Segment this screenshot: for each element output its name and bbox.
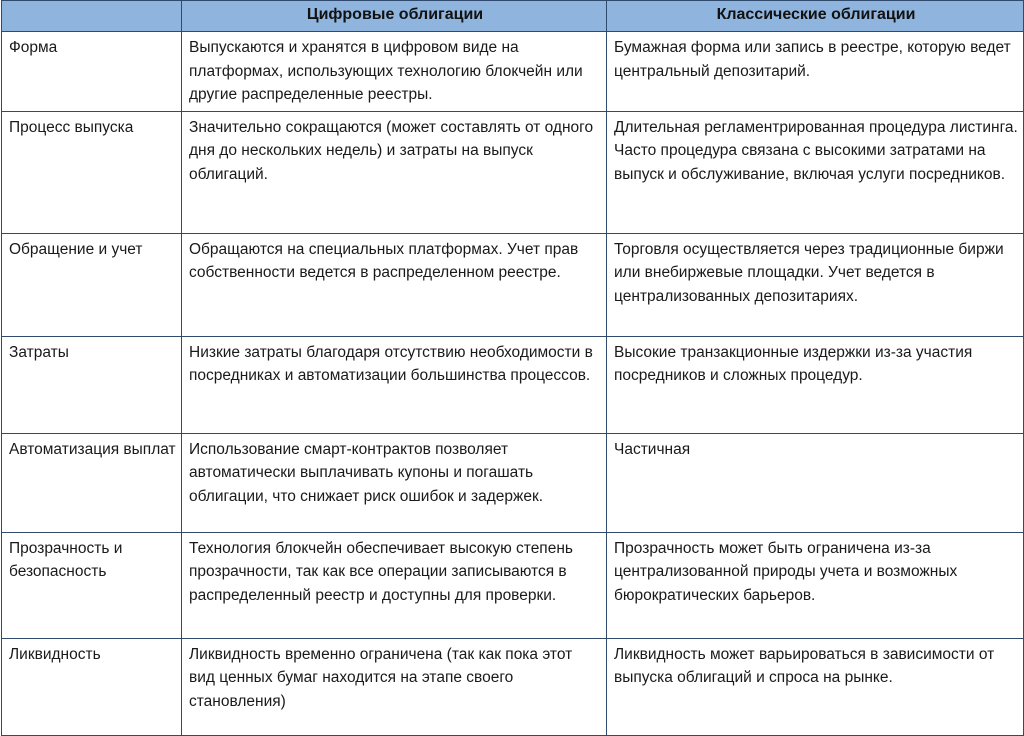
cell-digital: Использование смарт-контрактов позволяет автоматически выплачивать купоны и погашать облигации, что снижает риск ошибок и задержек. xyxy=(182,433,607,532)
cell-digital: Низкие затраты благодаря отсутствию необходимости в посредниках и автоматизации большинства процессов. xyxy=(182,336,607,433)
cell-feature: Ликвидность xyxy=(2,638,182,735)
cell-digital: Ликвидность временно ограничена (так как пока этот вид ценных бумаг находится на этапе своего становления) xyxy=(182,638,607,735)
cell-classic: Прозрачность может быть ограничена из-за централизованной природы учета и возможных бюрократических барьеров. xyxy=(607,532,1024,638)
cell-digital: Обращаются на специальных платформах. Учет прав собственности ведется в распределенном реестре. xyxy=(182,233,607,336)
comparison-table xyxy=(1,0,1024,736)
header-row xyxy=(2,1,1024,32)
table-row xyxy=(2,638,1024,735)
cell-classic: Частичная xyxy=(607,433,1024,532)
cell-feature: Затраты xyxy=(2,336,182,433)
cell-digital: Технология блокчейн обеспечивает высокую степень прозрачности, так как все операции записываются в распределенный реестр и доступны для проверки. xyxy=(182,532,607,638)
cell-digital: Значительно сокращаются (может составлять от одного дня до нескольких недель) и затраты на выпуск облигаций. xyxy=(182,111,607,233)
cell-feature: Прозрачность и безопасность xyxy=(2,532,182,638)
cell-classic: Торговля осуществляется через традиционные биржи или внебиржевые площадки. Учет ведется в централизованных депозитариях. xyxy=(607,233,1024,336)
table-row xyxy=(2,336,1024,433)
table-row xyxy=(2,32,1024,112)
cell-feature: Автоматизация выплат xyxy=(2,433,182,532)
column-header-feature xyxy=(2,1,182,32)
table-row xyxy=(2,111,1024,233)
cell-classic: Длительная регламентрированная процедура листинга. Часто процедура связана с высокими затратами на выпуск и обслуживание, включая услуги посредников. xyxy=(607,111,1024,233)
cell-feature: Обращение и учет xyxy=(2,233,182,336)
cell-feature: Процесс выпуска xyxy=(2,111,182,233)
table-row xyxy=(2,233,1024,336)
cell-digital: Выпускаются и хранятся в цифровом виде на платформах, использующих технологию блокчейн или другие распределенные реестры. xyxy=(182,32,607,112)
column-header-classic-bonds: Классические облигации xyxy=(607,1,1024,32)
table-body xyxy=(2,32,1024,736)
table-header xyxy=(2,1,1024,32)
cell-classic: Высокие транзакционные издержки из-за участия посредников и сложных процедур. xyxy=(607,336,1024,433)
cell-feature: Форма xyxy=(2,32,182,112)
cell-classic: Ликвидность может варьироваться в зависимости от выпуска облигаций и спроса на рынке. xyxy=(607,638,1024,735)
column-header-digital-bonds: Цифровые облигации xyxy=(182,1,607,32)
table-row xyxy=(2,433,1024,532)
cell-classic: Бумажная форма или запись в реестре, которую ведет центральный депозитарий. xyxy=(607,32,1024,112)
table-row xyxy=(2,532,1024,638)
